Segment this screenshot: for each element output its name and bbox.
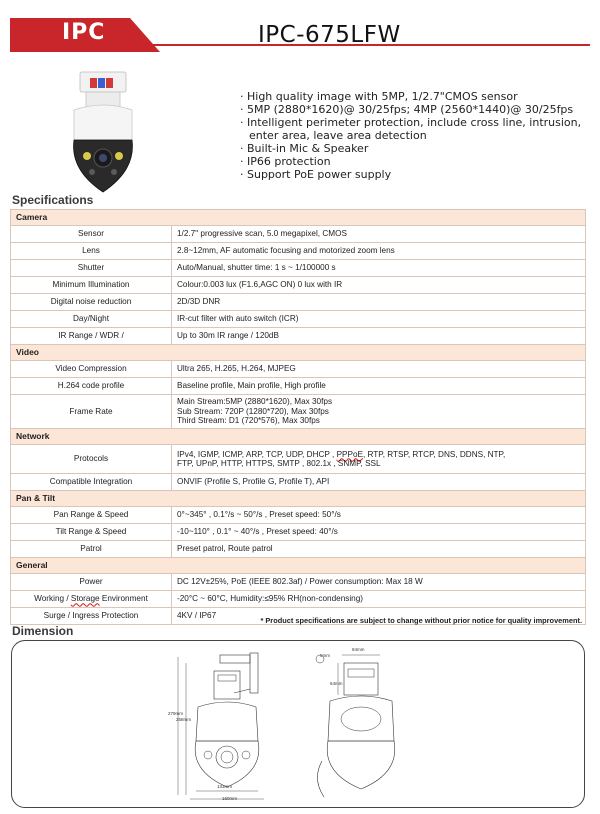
dim-height-body: 258mm <box>176 717 192 722</box>
dimension-heading: Dimension <box>12 624 74 638</box>
front-view-drawing <box>162 649 292 803</box>
spec-value: 2D/3D DNR <box>172 294 586 311</box>
spec-label: Tilt Range & Speed <box>11 524 172 541</box>
spec-row <box>11 574 586 591</box>
spec-row-frame-rate <box>11 395 586 429</box>
category-row-general <box>11 558 586 574</box>
protocols-text: , RTP, RTSP, RTCP, DNS, DDNS, NTP, <box>362 449 506 459</box>
spec-label: Shutter <box>11 260 172 277</box>
disclaimer-note: * Product specifications are subject to change without prior notice for quality improvement. <box>260 616 582 625</box>
dim-top-width: 84mm <box>352 647 365 652</box>
frame-rate-line: Third Stream: D1 (720*576), Max 30fps <box>177 416 320 426</box>
spec-value: Auto/Manual, shutter time: 1 s ~ 1/100000 s <box>172 260 586 277</box>
spec-row <box>11 378 586 395</box>
spec-row <box>11 277 586 294</box>
dim-hole: 5mm <box>320 653 330 658</box>
spec-value: DC 12V±25%, PoE (IEEE 802.3af) / Power consumption: Max 18 W <box>172 574 586 591</box>
spec-label: Power <box>11 574 172 591</box>
feature-item: · 5MP (2880*1620)@ 30/25fps; 4MP (2560*1440)@ 30/25fps <box>240 103 590 116</box>
model-name: IPC-675LFW <box>258 22 401 48</box>
feature-item: · Intelligent perimeter protection, include cross line, intrusion, enter area, leave area detection <box>240 116 590 142</box>
spec-label: Pan Range & Speed <box>11 507 172 524</box>
spec-label: Surge / Ingress Protection <box>11 608 172 625</box>
label-part: Working / <box>34 594 71 604</box>
spec-value: IR-cut filter with auto switch (ICR) <box>172 311 586 328</box>
spec-value: Ultra 265, H.265, H.264, MJPEG <box>172 361 586 378</box>
spec-value: Up to 30m IR range / 120dB <box>172 328 586 345</box>
spec-value: Baseline profile, Main profile, High profile <box>172 378 586 395</box>
category-row-pan-tilt <box>11 491 586 507</box>
protocols-line: FTP, UPnP, HTTP, HTTPS, SMTP , 802.1x , SNMP, SSL <box>177 459 381 468</box>
category-row-camera <box>11 210 586 226</box>
dim-side-depth: 64mm <box>330 681 343 686</box>
feature-item: · Built-in Mic & Speaker <box>240 142 590 155</box>
spec-row <box>11 541 586 558</box>
category-title: General <box>11 558 586 574</box>
spec-label: Digital noise reduction <box>11 294 172 311</box>
protocols-text-marked: PPPoE <box>336 449 363 459</box>
spec-value: 0°~345° , 0.1°/s ~ 50°/s , Preset speed: 50°/s <box>172 507 586 524</box>
spec-value: Colour:0.003 lux (F1.6,AGC ON) 0 lux with IR <box>172 277 586 294</box>
feature-item: · Support PoE power supply <box>240 168 590 181</box>
spec-label: Patrol <box>11 541 172 558</box>
dim-width-outer: 160mm <box>222 796 238 801</box>
spec-row-protocols <box>11 445 586 474</box>
dim-width-inner: 133mm <box>217 784 233 789</box>
page-header <box>0 0 600 58</box>
category-row-network <box>11 429 586 445</box>
camera-product-image <box>68 70 138 195</box>
feature-item: · IP66 protection <box>240 155 590 168</box>
dimension-frame <box>11 640 585 808</box>
spec-label <box>11 591 172 608</box>
spec-label: Video Compression <box>11 361 172 378</box>
dim-height-total: 279mm <box>168 711 184 716</box>
badge-label: IPC <box>62 20 106 45</box>
frame-rate-line: Main Stream:5MP (2880*1620), Max 30fps <box>177 397 333 407</box>
category-title: Pan & Tilt <box>11 491 586 507</box>
category-row-video <box>11 345 586 361</box>
spec-value: -10~110° , 0.1° ~ 40°/s , Preset speed: 40°/s <box>172 524 586 541</box>
spec-label: Minimum Illumination <box>11 277 172 294</box>
label-part-marked: Storage <box>70 594 100 604</box>
specifications-heading: Specifications <box>12 193 94 207</box>
spec-row <box>11 243 586 260</box>
spec-label: Lens <box>11 243 172 260</box>
spec-row <box>11 474 586 491</box>
protocols-text: IPv4, IGMP, ICMP, ARP, TCP, UDP, DHCP , <box>177 449 337 459</box>
spec-label: Compatible Integration <box>11 474 172 491</box>
feature-item: · High quality image with 5MP, 1/2.7"CMOS sensor <box>240 90 590 103</box>
spec-row <box>11 361 586 378</box>
spec-label: Protocols <box>11 445 172 474</box>
spec-value: 1/2.7" progressive scan, 5.0 megapixel, CMOS <box>172 226 586 243</box>
spec-row <box>11 294 586 311</box>
spec-value: -20°C ~ 60°C, Humidity:≤95% RH(non-condensing) <box>172 591 586 608</box>
spec-row <box>11 328 586 345</box>
spec-row <box>11 260 586 277</box>
spec-value: ONVIF (Profile S, Profile G, Profile T), API <box>172 474 586 491</box>
category-title: Network <box>11 429 586 445</box>
spec-table <box>10 209 586 625</box>
spec-row <box>11 507 586 524</box>
spec-label: Frame Rate <box>11 395 172 429</box>
spec-row <box>11 524 586 541</box>
spec-value <box>172 445 586 474</box>
spec-label: H.264 code profile <box>11 378 172 395</box>
category-title: Video <box>11 345 586 361</box>
spec-value <box>172 395 586 429</box>
spec-value: Preset patrol, Route patrol <box>172 541 586 558</box>
spec-label: Day/Night <box>11 311 172 328</box>
spec-value: 4KV / IP67 <box>172 608 586 625</box>
category-title: Camera <box>11 210 586 226</box>
side-view-drawing <box>302 649 402 803</box>
spec-row <box>11 226 586 243</box>
spec-label: IR Range / WDR / <box>11 328 172 345</box>
protocols-line <box>177 450 580 460</box>
spec-value: 2.8~12mm, AF automatic focusing and motorized zoom lens <box>172 243 586 260</box>
label-part: Environment <box>99 594 148 604</box>
feature-list <box>240 90 590 181</box>
frame-rate-line: Sub Stream: 720P (1280*720), Max 30fps <box>177 406 329 416</box>
spec-row-working-env <box>11 591 586 608</box>
spec-label: Sensor <box>11 226 172 243</box>
spec-row <box>11 311 586 328</box>
